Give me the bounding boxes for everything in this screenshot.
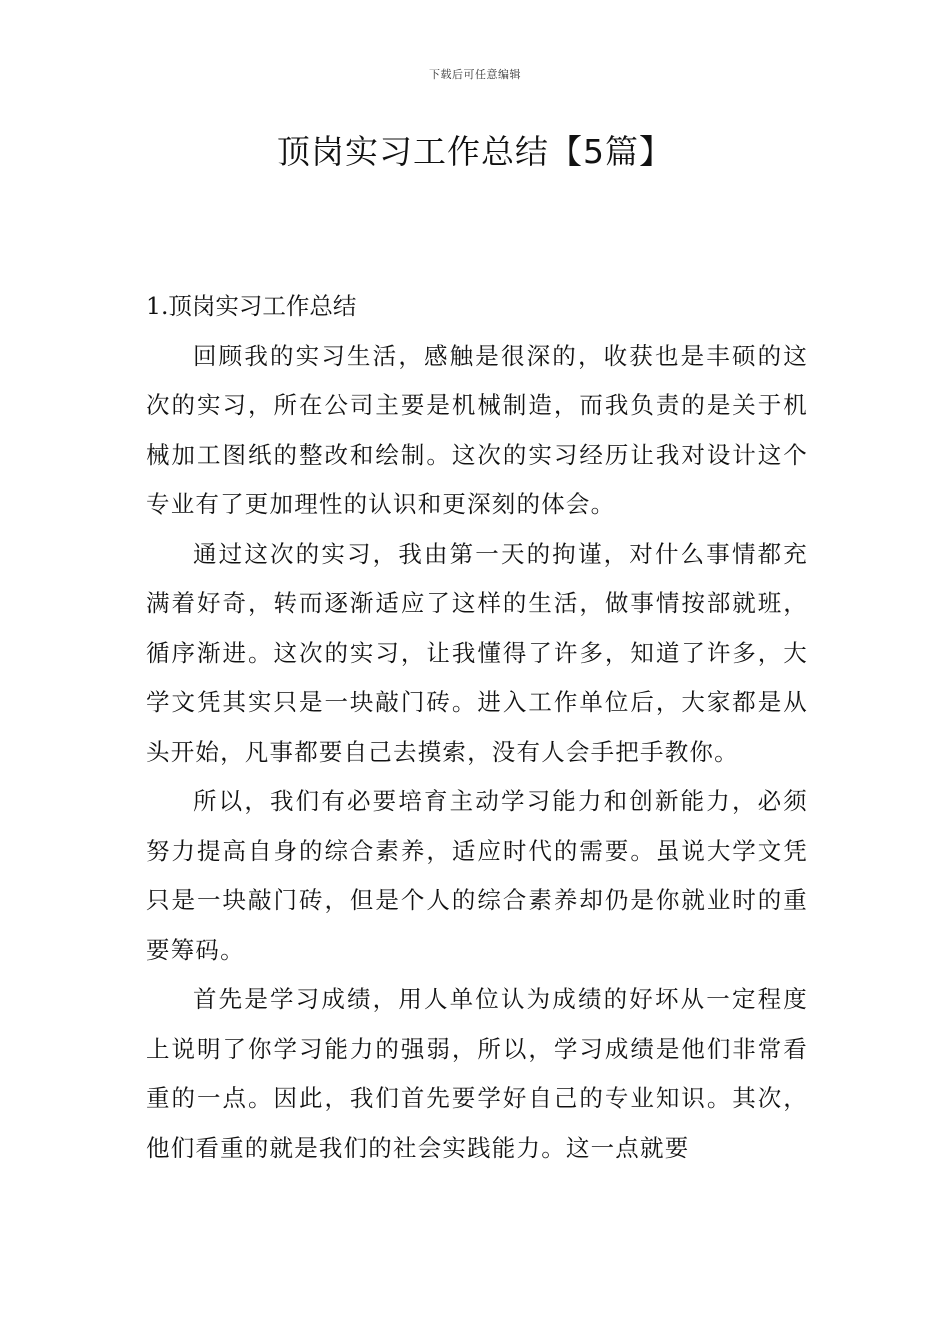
paragraph-2: 通过这次的实习，我由第一天的拘谨，对什么事情都充满着好奇，转而逐渐适应了这样的生活，做事情按部就班，循序渐进。这次的实习，让我懂得了许多，知道了许多，大学文凭其实只是一块敲门砖。进入工作单位后，大家都是从头开始，凡事都要自己去摸索，没有人会手把手教你。 bbox=[146, 539, 808, 766]
paragraph-1: 回顾我的实习生活，感触是很深的，收获也是丰硕的这次的实习，所在公司主要是机械制造，而我负责的是关于机械加工图纸的整改和绘制。这次的实习经历让我对设计这个专业有了更加理性的认识和更深刻的体会。 bbox=[146, 341, 808, 518]
document-title: 顶岗实习工作总结【5篇】 bbox=[277, 132, 673, 171]
paragraph-3: 所以，我们有必要培育主动学习能力和创新能力，必须努力提高自身的综合素养，适应时代的需要。虽说大学文凭只是一块敲门砖，但是个人的综合素养却仍是你就业时的重要筹码。 bbox=[146, 787, 808, 964]
header-note: 下载后可任意编辑 bbox=[429, 68, 521, 81]
paragraph-4: 首先是学习成绩，用人单位认为成绩的好坏从一定程度上说明了你学习能力的强弱，所以，学习成绩是他们非常看重的一点。因此，我们首先要学好自己的专业知识。其次，他们看重的就是我们的社会实践能力。这一点就要 bbox=[146, 985, 808, 1162]
document-body bbox=[146, 282, 808, 1173]
section-heading: 1.顶岗实习工作总结 bbox=[146, 292, 357, 320]
